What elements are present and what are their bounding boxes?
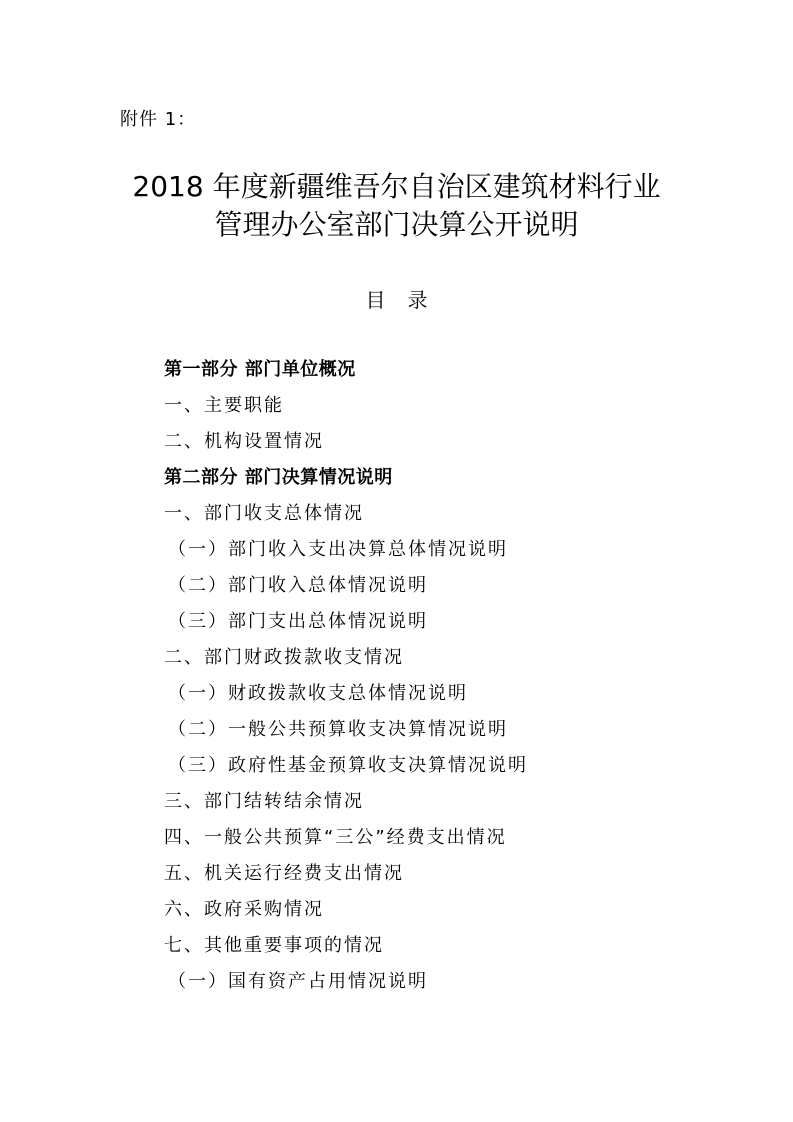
toc-item: 七、其他重要事项的情况: [164, 935, 384, 956]
toc-subitem: （二）一般公共预算收支决算情况说明: [168, 719, 508, 740]
document-title-line-2: 管理办公室部门决算公开说明: [214, 208, 579, 241]
toc-item: 二、部门财政拨款收支情况: [164, 647, 404, 668]
toc-part-1: 第一部分 部门单位概况: [164, 359, 356, 380]
document-title-line-1: 2018 年度新疆维吾尔自治区建筑材料行业: [132, 170, 661, 203]
toc-item: 四、一般公共预算“三公”经费支出情况: [164, 827, 507, 848]
toc-item: 三、部门结转结余情况: [164, 791, 364, 812]
attachment-label: 附件 1：: [120, 109, 197, 130]
toc-subitem: （三）政府性基金预算收支决算情况说明: [168, 755, 528, 776]
toc-subitem: （一）部门收入支出决算总体情况说明: [168, 539, 508, 560]
toc-subitem: （二）部门收入总体情况说明: [168, 575, 428, 596]
toc-heading: 目录: [365, 288, 450, 312]
toc-subitem: （一）国有资产占用情况说明: [168, 971, 428, 992]
toc-subitem: （三）部门支出总体情况说明: [168, 611, 428, 632]
table-of-contents: [164, 352, 528, 1000]
toc-item: 二、机构设置情况: [164, 431, 324, 452]
toc-item: 五、机关运行经费支出情况: [164, 863, 404, 884]
document-title: [0, 168, 793, 244]
toc-subitem: （一）财政拨款收支总体情况说明: [168, 683, 468, 704]
toc-part-2: 第二部分 部门决算情况说明: [164, 467, 393, 488]
toc-item: 一、主要职能: [164, 395, 284, 416]
toc-item: 一、部门收支总体情况: [164, 503, 364, 524]
toc-item: 六、政府采购情况: [164, 899, 324, 920]
